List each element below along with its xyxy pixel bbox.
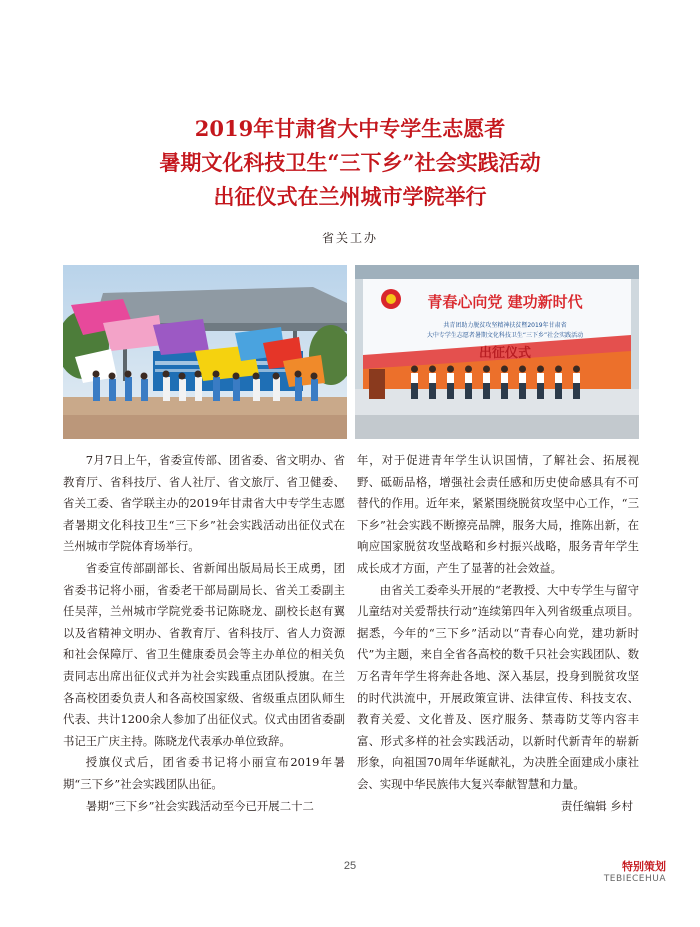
body-paragraph: 暑期“三下乡”社会实践活动至今已开展二十二 (85, 798, 314, 813)
body-column-left (63, 450, 345, 817)
article-title-line-3: 出征仪式在兰州城市学院举行 (213, 184, 487, 209)
section-pinyin: TEBIECEHUA (603, 874, 666, 884)
body-paragraph-continued: 年，对于促进青年学生认识国情，了解社会、拓展视野、砥砺品格，增强社会责任感和历史使命感具有不可替代的作用。近年来，紧紧围绕脱贫攻坚中心工作，“三下乡”社会实践不断擦亮品牌，服务大局，推陈出新，在响应国家脱贫攻坚战略和乡村振兴战略，服务青年学生成长成才方面，产生了显著的社会效益。 (357, 453, 639, 575)
banner-ceremony: 出征仪式 (478, 346, 532, 361)
body-paragraph: 省委宣传部副部长、省新闻出版局局长王成勇，团省委书记将小丽，省委老干部局副局长、省关工委副主任吴萍，兰州城市学院党委书记陈晓龙、副校长赵有翼以及省精神文明办、省教育厅、省科技厅、省人力资源和社会保障厅、省卫生健康委员会等主办单位的相关负责同志出席出征仪式并为社会实践重点团队授旗。在兰各高校团委负责人和各高校国家级、省级重点团队师生代表、共计1200余人参加了出征仪式。仪式由团省委副书记王广庆主持。陈晓龙代表承办单位致辞。 (63, 560, 345, 748)
banner-slogan: 青春心向党 建功新时代 (427, 293, 583, 311)
editor-signature: 责任编辑 乡村 (561, 798, 633, 813)
body-paragraph: 7月7日上午，省委宣传部、团省委、省文明办、省教育厅、省科技厅、省人社厅、省文旅厅、省卫健委、省关工委、省学联主办的2019年甘肃省大中专学生志愿者暑期文化科技卫生“三下乡”社会实践活动出征仪式在兰州城市学院体育场举行。 (63, 453, 345, 554)
body-paragraph: 由省关工委牵头开展的“老教授、大中专学生与留守儿童结对关爱帮扶行动”连续第四年入列省级重点项目。据悉，今年的“三下乡”活动以“青春心向党，建功新时代”为主题，来自全省各高校的数千只社会实践团队、数万名青年学生将奔赴各地、深入基层，投身到脱贫攻坚的时代洪流中，开展政策宣讲、法律宣传、科技支农、教育关爱、文化普及、医疗服务、禁毒防艾等内容丰富、形式多样的社会实践活动，以新时代新青年的崭新形象，向祖国70周年华诞献礼，为决胜全面建成小康社会、实现中华民族伟大复兴奉献智慧和力量。 (357, 582, 639, 791)
article-author: 省关工办 (321, 231, 378, 245)
banner-subtitle-1: 共青团助力脱贫攻坚精神扶贫暨2019年甘肃省 (443, 322, 567, 329)
section-label (604, 858, 666, 884)
page-number: 25 (343, 860, 357, 872)
body-column-right (357, 450, 639, 817)
stage-banner-photo (355, 265, 639, 439)
section-title: 特别策划 (622, 860, 666, 873)
banner-subtitle-2: 大中专学生志愿者暑期文化科技卫生“三下乡”社会实践活动 (426, 332, 584, 339)
flag-ceremony-photo (63, 265, 347, 439)
body-paragraph: 授旗仪式后，团省委书记将小丽宣布2019年暑期“三下乡”社会实践团队出征。 (63, 755, 345, 791)
article-title-line-2: 暑期文化科技卫生“三下乡”社会实践活动 (159, 150, 541, 175)
article-title-line-1: 2019年甘肃省大中专学生志愿者 (194, 116, 506, 141)
